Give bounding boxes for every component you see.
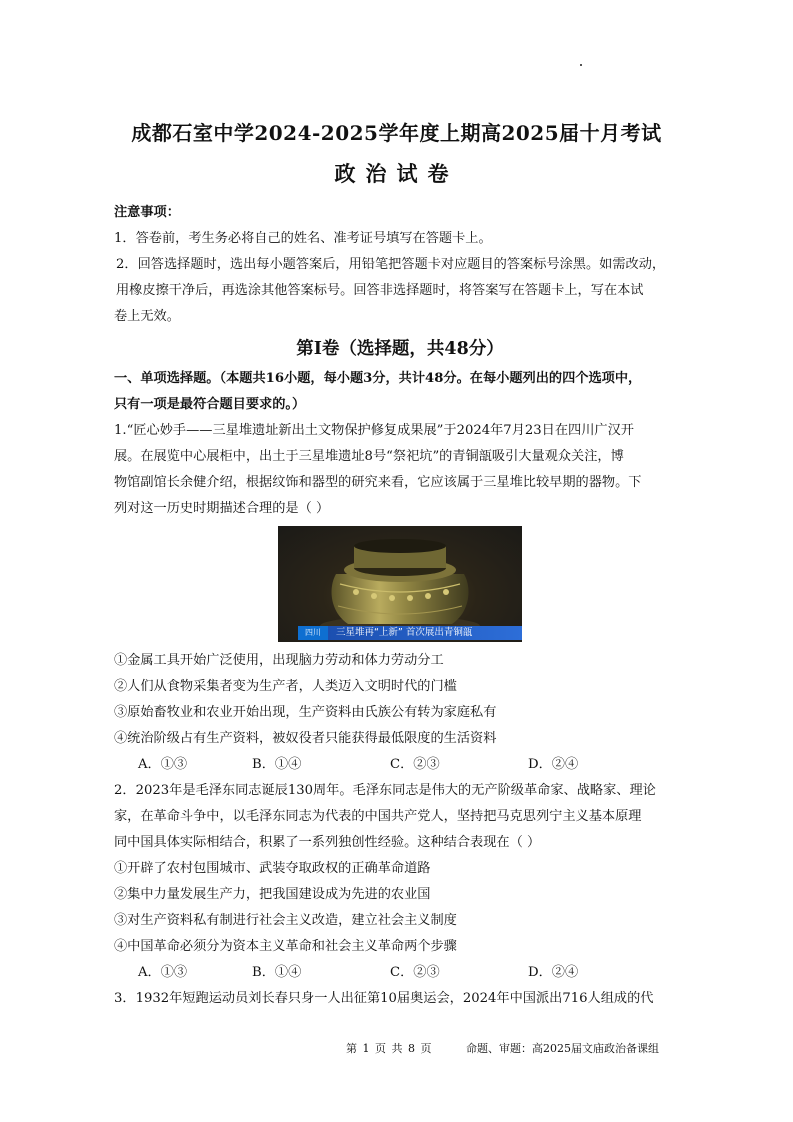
q1-item: ②人们从食物采集者变为生产者，人类迈入文明时代的门槛 <box>114 679 457 694</box>
q1-options <box>114 752 686 778</box>
bronze-pot-photo <box>278 526 522 642</box>
notice-line: 卷上无效。 <box>114 309 180 324</box>
part-intro: 一、单项选择题。（本题共16小题，每小题3分，共计48分。在每小题列出的四个选项中， <box>114 371 642 386</box>
q2-option-b: B．①④ <box>252 965 302 980</box>
q2-option-d: D．②④ <box>528 965 579 980</box>
q1-stem: 列对这一历史时期描述合理的是（ ） <box>114 501 330 516</box>
bronze-pot-illustration <box>278 526 522 642</box>
part-intro: 只有一项是最符合题目要求的。） <box>114 397 306 412</box>
notice-line: 2．回答选择题时，选出每小题答案后，用铅笔把答题卡对应题目的答案标号涂黑。如需改动， <box>116 257 666 272</box>
q1-stem: 1.“匠心妙手——三星堆遗址新出土文物保护修复成果展”于2024年7月23日在四川广汉开 <box>114 423 634 438</box>
q2-item: ①开辟了农村包围城市、武装夺取政权的正确革命道路 <box>114 861 431 876</box>
q1-item: ③原始畜牧业和农业开始出现，生产资料由氏族公有转为家庭私有 <box>114 705 497 720</box>
page-number: 第 1 页 共 8 页 <box>346 1042 433 1055</box>
q1-stem: 物馆副馆长余健介绍，根据纹饰和器型的研究来看，它应该属于三星堆比较早期的器物。下 <box>114 475 642 490</box>
author-team: 命题、审题：高2025届文庙政治备课组 <box>466 1042 659 1055</box>
image-caption: 三星堆再“上新” 首次展出青铜瓿 <box>328 626 522 640</box>
scan-dot <box>580 64 582 66</box>
q2-stem: 家，在革命斗争中，以毛泽东同志为代表的中国共产党人，坚持把马克思列宁主义基本原理 <box>114 809 642 824</box>
q2-item: ④中国革命必须分为资本主义革命和社会主义革命两个步骤 <box>114 939 457 954</box>
q2-stem: 同中国具体实际相结合，积累了一系列独创性经验。这种结合表现在（ ） <box>114 835 541 850</box>
q1-option-b: B．①④ <box>252 757 302 772</box>
image-region-tag: 四川 <box>298 626 328 640</box>
q1-item: ①金属工具开始广泛使用，出现脑力劳动和体力劳动分工 <box>114 653 444 668</box>
exam-content <box>114 200 686 1012</box>
notice-heading: 注意事项： <box>114 205 180 220</box>
notice-line: 用橡皮擦干净后，再选涂其他答案标号。回答非选择题时，将答案写在答题卡上，写在本试 <box>116 283 644 298</box>
q2-stem: 2．2023年是毛泽东同志诞辰130周年。毛泽东同志是伟大的无产阶级革命家、战略家、理论 <box>114 783 656 798</box>
q2-option-c: C．②③ <box>390 965 440 980</box>
exam-title: 成都石室中学2024-2025学年度上期高2025届十月考试 <box>131 121 662 145</box>
notice-line: 1．答卷前，考生务必将自己的姓名、准考证号填写在答题卡上。 <box>114 231 492 246</box>
q1-option-d: D．②④ <box>528 757 579 772</box>
section-title: 第Ⅰ卷（选择题，共48分） <box>296 339 504 359</box>
q2-item: ③对生产资料私有制进行社会主义改造，建立社会主义制度 <box>114 913 457 928</box>
q2-option-a: A．①③ <box>138 965 188 980</box>
exam-subtitle: 政治试卷 <box>334 161 459 186</box>
q2-item: ②集中力量发展生产力，把我国建设成为先进的农业国 <box>114 887 431 902</box>
q3-stem: 3．1932年短跑运动员刘长春只身一人出征第10届奥运会，2024年中国派出716人组成的代 <box>114 991 654 1006</box>
q2-options <box>114 960 686 986</box>
q1-item: ④统治阶级占有生产资料，被奴役者只能获得最低限度的生活资料 <box>114 731 497 746</box>
q1-stem: 展。在展览中心展柜中，出土于三星堆遗址8号“祭祀坑”的青铜瓿吸引大量观众关注，博 <box>114 449 624 464</box>
q1-option-a: A．①③ <box>138 757 188 772</box>
q1-option-c: C．②③ <box>390 757 440 772</box>
